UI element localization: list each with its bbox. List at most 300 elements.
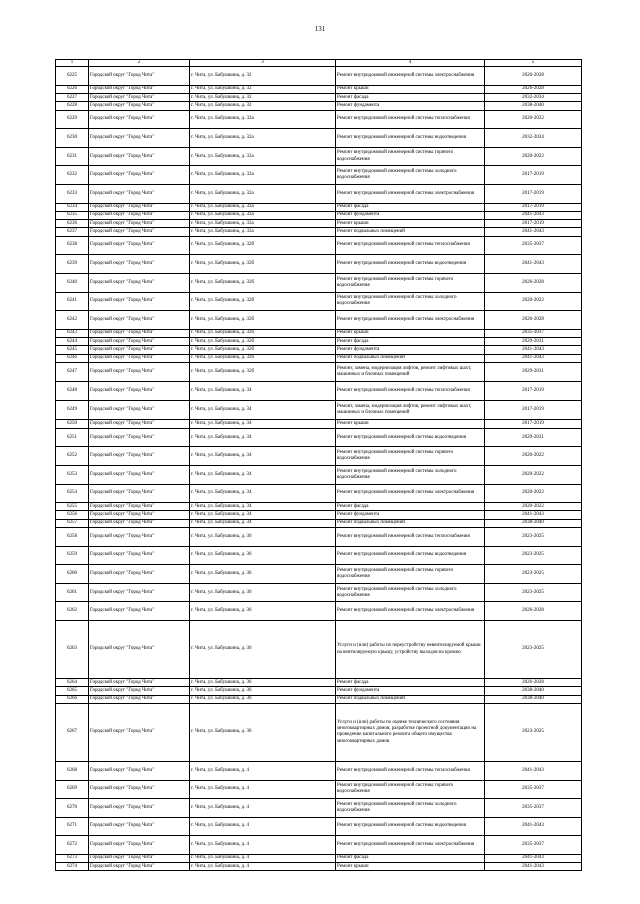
table-row <box>56 255 582 274</box>
address-cell: г. Чита, ул. Бабушкина, д. 36 <box>190 687 336 695</box>
work-type-cell: Ремонт крыши <box>336 329 485 337</box>
column-number: 1 <box>56 60 89 67</box>
work-type-cell: Ремонт внутридомовой инженерной системы теплоснабжения <box>336 382 485 401</box>
period-cell: 2041-2043 <box>485 255 582 274</box>
municipality-cell: Городской округ "Город Чита" <box>89 329 190 337</box>
table-row <box>56 147 582 166</box>
municipality-cell: Городской округ "Город Чита" <box>89 166 190 185</box>
work-type-cell: Ремонт внутридомовой инженерной системы теплоснабжения <box>336 110 485 129</box>
work-type-cell: Ремонт крыши <box>336 85 485 93</box>
table-row <box>56 338 582 346</box>
period-cell: 2026-2028 <box>485 273 582 292</box>
municipality-cell: Городской округ "Город Чита" <box>89 761 190 780</box>
period-cell: 2023-2025 <box>485 546 582 565</box>
address-cell: г. Чита, ул. Бабушкина, д. 34 <box>190 382 336 401</box>
work-type-cell: Ремонт, замена, модернизация лифтов, ремонт лифтовых шахт, машинных и блочных помещений <box>336 400 485 420</box>
municipality-cell: Городской округ "Город Чита" <box>89 679 190 687</box>
work-type-cell: Ремонт фасада <box>336 679 485 687</box>
work-type-cell: Ремонт внутридомовой инженерной системы холодного водоснабжения <box>336 166 485 185</box>
period-cell: 2041-2043 <box>485 346 582 354</box>
row-number: 6235 <box>56 211 89 219</box>
period-cell: 2041-2043 <box>485 854 582 862</box>
municipality-cell: Городской округ "Город Чита" <box>89 799 190 818</box>
column-number: 3 <box>190 60 336 67</box>
table-row <box>56 621 582 679</box>
address-cell: г. Чита, ул. Бабушкина, д. 34 <box>190 447 336 466</box>
table-row <box>56 511 582 519</box>
work-type-cell: Ремонт внутридомовой инженерной системы теплоснабжения <box>336 761 485 780</box>
period-cell: 2020-2022 <box>485 292 582 311</box>
row-number: 6262 <box>56 602 89 621</box>
table-row <box>56 546 582 565</box>
period-cell: 2038-2040 <box>485 695 582 703</box>
address-cell: г. Чита, ул. Бабушкина, д. 34 <box>190 400 336 420</box>
period-cell: 2035-2037 <box>485 799 582 818</box>
address-cell: г. Чита, ул. Бабушкина, д. 32а <box>190 147 336 166</box>
period-cell: 2035-2037 <box>485 780 582 799</box>
work-type-cell: Ремонт внутридомовой инженерной системы горячего водоснабжения <box>336 147 485 166</box>
address-cell: г. Чита, ул. Бабушкина, д. 34 <box>190 420 336 428</box>
table-row <box>56 799 582 818</box>
row-number: 6253 <box>56 465 89 484</box>
table-row <box>56 484 582 503</box>
table-row <box>56 863 582 871</box>
period-cell: 2017-2019 <box>485 400 582 420</box>
row-number: 6272 <box>56 836 89 855</box>
work-type-cell: Ремонт крыши <box>336 420 485 428</box>
work-type-cell: Ремонт, замена, модернизация лифтов, ремонт лифтовых шахт, машинных и блочных помещений <box>336 362 485 382</box>
address-cell: г. Чита, ул. Бабушкина, д. 32 <box>190 102 336 110</box>
work-type-cell: Ремонт внутридомовой инженерной системы электроснабжения <box>336 836 485 855</box>
table-row <box>56 400 582 420</box>
address-cell: г. Чита, ул. Бабушкина, д. 36 <box>190 528 336 547</box>
row-number: 6248 <box>56 382 89 401</box>
row-number: 6274 <box>56 863 89 871</box>
work-type-cell: Ремонт внутридомовой инженерной системы теплоснабжения <box>336 236 485 255</box>
municipality-cell: Городской округ "Город Чита" <box>89 220 190 228</box>
work-type-cell: Ремонт внутридомовой инженерной системы водоотведения <box>336 129 485 148</box>
row-number: 6242 <box>56 311 89 330</box>
period-cell: 2017-2019 <box>485 203 582 211</box>
work-type-cell: Ремонт подвальных помещений <box>336 519 485 527</box>
table-row <box>56 93 582 101</box>
column-number: 5 <box>485 60 582 67</box>
address-cell: г. Чита, ул. Бабушкина, д. 32б <box>190 329 336 337</box>
municipality-cell: Городской округ "Город Чита" <box>89 447 190 466</box>
work-type-cell: Ремонт фундамента <box>336 102 485 110</box>
row-number: 6236 <box>56 220 89 228</box>
table-row <box>56 780 582 799</box>
municipality-cell: Городской округ "Город Чита" <box>89 311 190 330</box>
row-number: 6229 <box>56 110 89 129</box>
row-number: 6257 <box>56 519 89 527</box>
municipality-cell: Городской округ "Город Чита" <box>89 420 190 428</box>
municipality-cell: Городской округ "Город Чита" <box>89 273 190 292</box>
work-type-cell: Ремонт внутридомовой инженерной системы холодного водоснабжения <box>336 292 485 311</box>
work-type-cell: Ремонт внутридомовой инженерной системы электроснабжения <box>336 311 485 330</box>
table-row <box>56 695 582 703</box>
row-number: 6240 <box>56 273 89 292</box>
period-cell: 2032-2034 <box>485 129 582 148</box>
address-cell: г. Чита, ул. Бабушкина, д. 34 <box>190 465 336 484</box>
address-cell: г. Чита, ул. Бабушкина, д. 36 <box>190 546 336 565</box>
municipality-cell: Городской округ "Город Чита" <box>89 511 190 519</box>
work-type-cell: Услуги и (или) работы по оценке технического состояния многоквартирных домов, разработке проектной документации на проведение капитального ремонта общего имущества многоквартирных домов <box>336 703 485 761</box>
period-cell: 2026-2028 <box>485 679 582 687</box>
municipality-cell: Городской округ "Город Чита" <box>89 292 190 311</box>
table-row <box>56 184 582 203</box>
row-number: 6246 <box>56 354 89 362</box>
period-cell: 2041-2043 <box>485 863 582 871</box>
work-type-cell: Ремонт внутридомовой инженерной системы горячего водоснабжения <box>336 780 485 799</box>
address-cell: г. Чита, ул. Бабушкина, д. 32 <box>190 93 336 101</box>
table-row <box>56 236 582 255</box>
municipality-cell: Городской округ "Город Чита" <box>89 602 190 621</box>
row-number: 6243 <box>56 329 89 337</box>
row-number: 6271 <box>56 817 89 836</box>
address-cell: г. Чита, ул. Бабушкина, д. 36 <box>190 679 336 687</box>
period-cell: 2032-2034 <box>485 93 582 101</box>
address-cell: г. Чита, ул. Бабушкина, д. 32б <box>190 346 336 354</box>
table-row <box>56 679 582 687</box>
address-cell: г. Чита, ул. Бабушкина, д. 36 <box>190 695 336 703</box>
row-number: 6252 <box>56 447 89 466</box>
work-type-cell: Ремонт фундамента <box>336 346 485 354</box>
table-row <box>56 528 582 547</box>
work-type-cell: Ремонт фасада <box>336 203 485 211</box>
row-number: 6264 <box>56 679 89 687</box>
municipality-cell: Городской округ "Город Чита" <box>89 565 190 584</box>
address-cell: г. Чита, ул. Бабушкина, д. 4 <box>190 761 336 780</box>
municipality-cell: Городской округ "Город Чита" <box>89 703 190 761</box>
period-cell: 2041-2043 <box>485 761 582 780</box>
municipality-cell: Городской округ "Город Чита" <box>89 228 190 236</box>
row-number: 6244 <box>56 338 89 346</box>
municipality-cell: Городской округ "Город Чита" <box>89 338 190 346</box>
work-type-cell: Ремонт фундамента <box>336 511 485 519</box>
work-type-cell: Ремонт фундамента <box>336 211 485 219</box>
table-row <box>56 211 582 219</box>
municipality-cell: Городской округ "Город Чита" <box>89 102 190 110</box>
address-cell: г. Чита, ул. Бабушкина, д. 32б <box>190 362 336 382</box>
work-type-cell: Ремонт фасада <box>336 503 485 511</box>
row-number: 6255 <box>56 503 89 511</box>
table-row <box>56 228 582 236</box>
row-number: 6269 <box>56 780 89 799</box>
work-type-cell: Ремонт внутридомовой инженерной системы холодного водоснабжения <box>336 583 485 602</box>
period-cell: 2020-2022 <box>485 503 582 511</box>
row-number: 6232 <box>56 166 89 185</box>
table-row <box>56 292 582 311</box>
address-cell: г. Чита, ул. Бабушкина, д. 4 <box>190 863 336 871</box>
address-cell: г. Чита, ул. Бабушкина, д. 36 <box>190 602 336 621</box>
row-number: 6230 <box>56 129 89 148</box>
address-cell: г. Чита, ул. Бабушкина, д. 4 <box>190 836 336 855</box>
work-type-cell: Ремонт фасада <box>336 854 485 862</box>
work-type-cell: Ремонт внутридомовой инженерной системы водоотведения <box>336 817 485 836</box>
table-row <box>56 836 582 855</box>
column-number: 4 <box>336 60 485 67</box>
period-cell: 2026-2028 <box>485 602 582 621</box>
period-cell: 2041-2043 <box>485 817 582 836</box>
work-type-cell: Ремонт подвальных помещений <box>336 228 485 236</box>
period-cell: 2041-2043 <box>485 354 582 362</box>
address-cell: г. Чита, ул. Бабушкина, д. 32б <box>190 273 336 292</box>
row-number: 6226 <box>56 85 89 93</box>
work-type-cell: Ремонт внутридомовой инженерной системы холодного водоснабжения <box>336 465 485 484</box>
address-cell: г. Чита, ул. Бабушкина, д. 32а <box>190 129 336 148</box>
municipality-cell: Городской округ "Город Чита" <box>89 428 190 447</box>
municipality-cell: Городской округ "Город Чита" <box>89 203 190 211</box>
address-cell: г. Чита, ул. Бабушкина, д. 36 <box>190 565 336 584</box>
row-number: 6225 <box>56 67 89 86</box>
work-type-cell: Ремонт внутридомовой инженерной системы электроснабжения <box>336 484 485 503</box>
address-cell: г. Чита, ул. Бабушкина, д. 32а <box>190 184 336 203</box>
municipality-cell: Городской округ "Город Чита" <box>89 695 190 703</box>
period-cell: 2020-2022 <box>485 147 582 166</box>
work-type-cell: Ремонт внутридомовой инженерной системы водоотведения <box>336 546 485 565</box>
period-cell: 2020-2022 <box>485 110 582 129</box>
table-row <box>56 565 582 584</box>
table-row <box>56 273 582 292</box>
municipality-cell: Городской округ "Город Чита" <box>89 211 190 219</box>
period-cell: 2026-2028 <box>485 311 582 330</box>
work-type-cell: Ремонт крыши <box>336 863 485 871</box>
table-row <box>56 166 582 185</box>
work-type-cell: Услуги и (или) работы по переустройству невентилируемой крыши на вентилируемую крышу, устройству выходов на кровлю <box>336 621 485 679</box>
row-number: 6238 <box>56 236 89 255</box>
address-cell: г. Чита, ул. Бабушкина, д. 34 <box>190 511 336 519</box>
period-cell: 2035-2037 <box>485 236 582 255</box>
table-row <box>56 110 582 129</box>
address-cell: г. Чита, ул. Бабушкина, д. 32б <box>190 311 336 330</box>
row-number: 6258 <box>56 528 89 547</box>
table-row <box>56 503 582 511</box>
period-cell: 2017-2019 <box>485 184 582 203</box>
municipality-cell: Городской округ "Город Чита" <box>89 362 190 382</box>
table-row <box>56 354 582 362</box>
municipality-cell: Городской округ "Город Чита" <box>89 528 190 547</box>
row-number: 6249 <box>56 400 89 420</box>
table-row <box>56 362 582 382</box>
period-cell: 2041-2043 <box>485 228 582 236</box>
period-cell: 2023-2025 <box>485 621 582 679</box>
address-cell: г. Чита, ул. Бабушкина, д. 4 <box>190 780 336 799</box>
table-row <box>56 854 582 862</box>
work-type-cell: Ремонт внутридомовой инженерной системы электроснабжения <box>336 602 485 621</box>
table-row <box>56 382 582 401</box>
table-row <box>56 85 582 93</box>
period-cell: 2038-2040 <box>485 687 582 695</box>
row-number: 6245 <box>56 346 89 354</box>
period-cell: 2026-2028 <box>485 67 582 86</box>
address-cell: г. Чита, ул. Бабушкина, д. 34 <box>190 484 336 503</box>
row-number: 6237 <box>56 228 89 236</box>
period-cell: 2029-2031 <box>485 428 582 447</box>
row-number: 6254 <box>56 484 89 503</box>
row-number: 6228 <box>56 102 89 110</box>
table-row <box>56 346 582 354</box>
row-number: 6263 <box>56 621 89 679</box>
municipality-cell: Городской округ "Город Чита" <box>89 236 190 255</box>
work-type-cell: Ремонт фасада <box>336 93 485 101</box>
address-cell: г. Чита, ул. Бабушкина, д. 32 <box>190 85 336 93</box>
row-number: 6270 <box>56 799 89 818</box>
municipality-cell: Городской округ "Город Чита" <box>89 67 190 86</box>
address-cell: г. Чита, ул. Бабушкина, д. 32б <box>190 255 336 274</box>
work-type-cell: Ремонт внутридомовой инженерной системы горячего водоснабжения <box>336 273 485 292</box>
row-number: 6250 <box>56 420 89 428</box>
municipality-cell: Городской округ "Город Чита" <box>89 863 190 871</box>
work-type-cell: Ремонт внутридомовой инженерной системы водоотведения <box>336 255 485 274</box>
work-type-cell: Ремонт внутридомовой инженерной системы горячего водоснабжения <box>336 447 485 466</box>
address-cell: г. Чита, ул. Бабушкина, д. 32б <box>190 338 336 346</box>
municipality-cell: Городской округ "Город Чита" <box>89 147 190 166</box>
period-cell: 2017-2019 <box>485 166 582 185</box>
table-row <box>56 465 582 484</box>
row-number: 6239 <box>56 255 89 274</box>
table-row <box>56 447 582 466</box>
period-cell: 2038-2040 <box>485 102 582 110</box>
period-cell: 2035-2037 <box>485 836 582 855</box>
address-cell: г. Чита, ул. Бабушкина, д. 36 <box>190 621 336 679</box>
work-type-cell: Ремонт подвальных помещений <box>336 695 485 703</box>
municipality-cell: Городской округ "Город Чита" <box>89 854 190 862</box>
address-cell: г. Чита, ул. Бабушкина, д. 34 <box>190 519 336 527</box>
address-cell: г. Чита, ул. Бабушкина, д. 36 <box>190 583 336 602</box>
period-cell: 2017-2019 <box>485 220 582 228</box>
municipality-cell: Городской округ "Город Чита" <box>89 546 190 565</box>
column-number-row <box>56 60 582 67</box>
work-type-cell: Ремонт внутридомовой инженерной системы холодного водоснабжения <box>336 799 485 818</box>
municipality-cell: Городской округ "Город Чита" <box>89 484 190 503</box>
work-type-cell: Ремонт внутридомовой инженерной системы электроснабжения <box>336 67 485 86</box>
work-type-cell: Ремонт крыши <box>336 220 485 228</box>
period-cell: 2041-2043 <box>485 211 582 219</box>
municipality-cell: Городской округ "Город Чита" <box>89 400 190 420</box>
table-row <box>56 602 582 621</box>
column-number: 2 <box>89 60 190 67</box>
municipality-cell: Городской округ "Город Чита" <box>89 503 190 511</box>
row-number: 6259 <box>56 546 89 565</box>
row-number: 6256 <box>56 511 89 519</box>
address-cell: г. Чита, ул. Бабушкина, д. 4 <box>190 817 336 836</box>
municipality-cell: Городской округ "Город Чита" <box>89 354 190 362</box>
address-cell: г. Чита, ул. Бабушкина, д. 36 <box>190 703 336 761</box>
municipality-cell: Городской округ "Город Чита" <box>89 93 190 101</box>
period-cell: 2023-2025 <box>485 565 582 584</box>
municipality-cell: Городской округ "Город Чита" <box>89 583 190 602</box>
address-cell: г. Чита, ул. Бабушкина, д. 32 <box>190 67 336 86</box>
municipality-cell: Городской округ "Город Чита" <box>89 110 190 129</box>
work-type-cell: Ремонт внутридомовой инженерной системы горячего водоснабжения <box>336 565 485 584</box>
municipality-cell: Городской округ "Город Чита" <box>89 382 190 401</box>
row-number: 6227 <box>56 93 89 101</box>
work-type-cell: Ремонт внутридомовой инженерной системы водоотведения <box>336 428 485 447</box>
period-cell: 2026-2028 <box>485 85 582 93</box>
work-type-cell: Ремонт фундамента <box>336 687 485 695</box>
row-number: 6265 <box>56 687 89 695</box>
period-cell: 2020-2022 <box>485 484 582 503</box>
period-cell: 2041-2043 <box>485 511 582 519</box>
municipality-cell: Городской округ "Город Чита" <box>89 817 190 836</box>
period-cell: 2029-2031 <box>485 362 582 382</box>
row-number: 6233 <box>56 184 89 203</box>
address-cell: г. Чита, ул. Бабушкина, д. 32а <box>190 220 336 228</box>
address-cell: г. Чита, ул. Бабушкина, д. 32б <box>190 236 336 255</box>
period-cell: 2017-2019 <box>485 382 582 401</box>
table-row <box>56 311 582 330</box>
row-number: 6234 <box>56 203 89 211</box>
row-number: 6266 <box>56 695 89 703</box>
municipality-cell: Городской округ "Город Чита" <box>89 85 190 93</box>
table-row <box>56 220 582 228</box>
municipality-cell: Городской округ "Город Чита" <box>89 255 190 274</box>
row-number: 6261 <box>56 583 89 602</box>
municipality-cell: Городской округ "Город Чита" <box>89 184 190 203</box>
period-cell: 2020-2022 <box>485 465 582 484</box>
address-cell: г. Чита, ул. Бабушкина, д. 34 <box>190 503 336 511</box>
period-cell: 2035-2037 <box>485 329 582 337</box>
period-cell: 2038-2040 <box>485 519 582 527</box>
table-row <box>56 817 582 836</box>
municipality-cell: Городской округ "Город Чита" <box>89 465 190 484</box>
municipality-cell: Городской округ "Город Чита" <box>89 621 190 679</box>
address-cell: г. Чита, ул. Бабушкина, д. 34 <box>190 428 336 447</box>
row-number: 6241 <box>56 292 89 311</box>
municipality-cell: Городской округ "Город Чита" <box>89 519 190 527</box>
table-row <box>56 703 582 761</box>
table-row <box>56 428 582 447</box>
municipality-cell: Городской округ "Город Чита" <box>89 687 190 695</box>
repair-schedule-table <box>55 59 582 871</box>
table-row <box>56 102 582 110</box>
row-number: 6260 <box>56 565 89 584</box>
municipality-cell: Городской округ "Город Чита" <box>89 780 190 799</box>
period-cell: 2023-2025 <box>485 528 582 547</box>
table-row <box>56 420 582 428</box>
period-cell: 2017-2019 <box>485 420 582 428</box>
table-row <box>56 67 582 86</box>
address-cell: г. Чита, ул. Бабушкина, д. 32а <box>190 203 336 211</box>
page-number: 131 <box>314 25 326 33</box>
municipality-cell: Городской округ "Город Чита" <box>89 346 190 354</box>
row-number: 6273 <box>56 854 89 862</box>
row-number: 6247 <box>56 362 89 382</box>
row-number: 6231 <box>56 147 89 166</box>
address-cell: г. Чита, ул. Бабушкина, д. 4 <box>190 854 336 862</box>
work-type-cell: Ремонт внутридомовой инженерной системы теплоснабжения <box>336 528 485 547</box>
address-cell: г. Чита, ул. Бабушкина, д. 32б <box>190 354 336 362</box>
address-cell: г. Чита, ул. Бабушкина, д. 32а <box>190 228 336 236</box>
address-cell: г. Чита, ул. Бабушкина, д. 32а <box>190 211 336 219</box>
row-number: 6267 <box>56 703 89 761</box>
row-number: 6268 <box>56 761 89 780</box>
address-cell: г. Чита, ул. Бабушкина, д. 32б <box>190 292 336 311</box>
address-cell: г. Чита, ул. Бабушкина, д. 32а <box>190 166 336 185</box>
work-type-cell: Ремонт внутридомовой инженерной системы электроснабжения <box>336 184 485 203</box>
municipality-cell: Городской округ "Город Чита" <box>89 836 190 855</box>
table-row <box>56 583 582 602</box>
period-cell: 2020-2022 <box>485 447 582 466</box>
table-row <box>56 761 582 780</box>
address-cell: г. Чита, ул. Бабушкина, д. 32а <box>190 110 336 129</box>
work-type-cell: Ремонт подвальных помещений <box>336 354 485 362</box>
row-number: 6251 <box>56 428 89 447</box>
address-cell: г. Чита, ул. Бабушкина, д. 4 <box>190 799 336 818</box>
table-row <box>56 203 582 211</box>
table-row <box>56 129 582 148</box>
